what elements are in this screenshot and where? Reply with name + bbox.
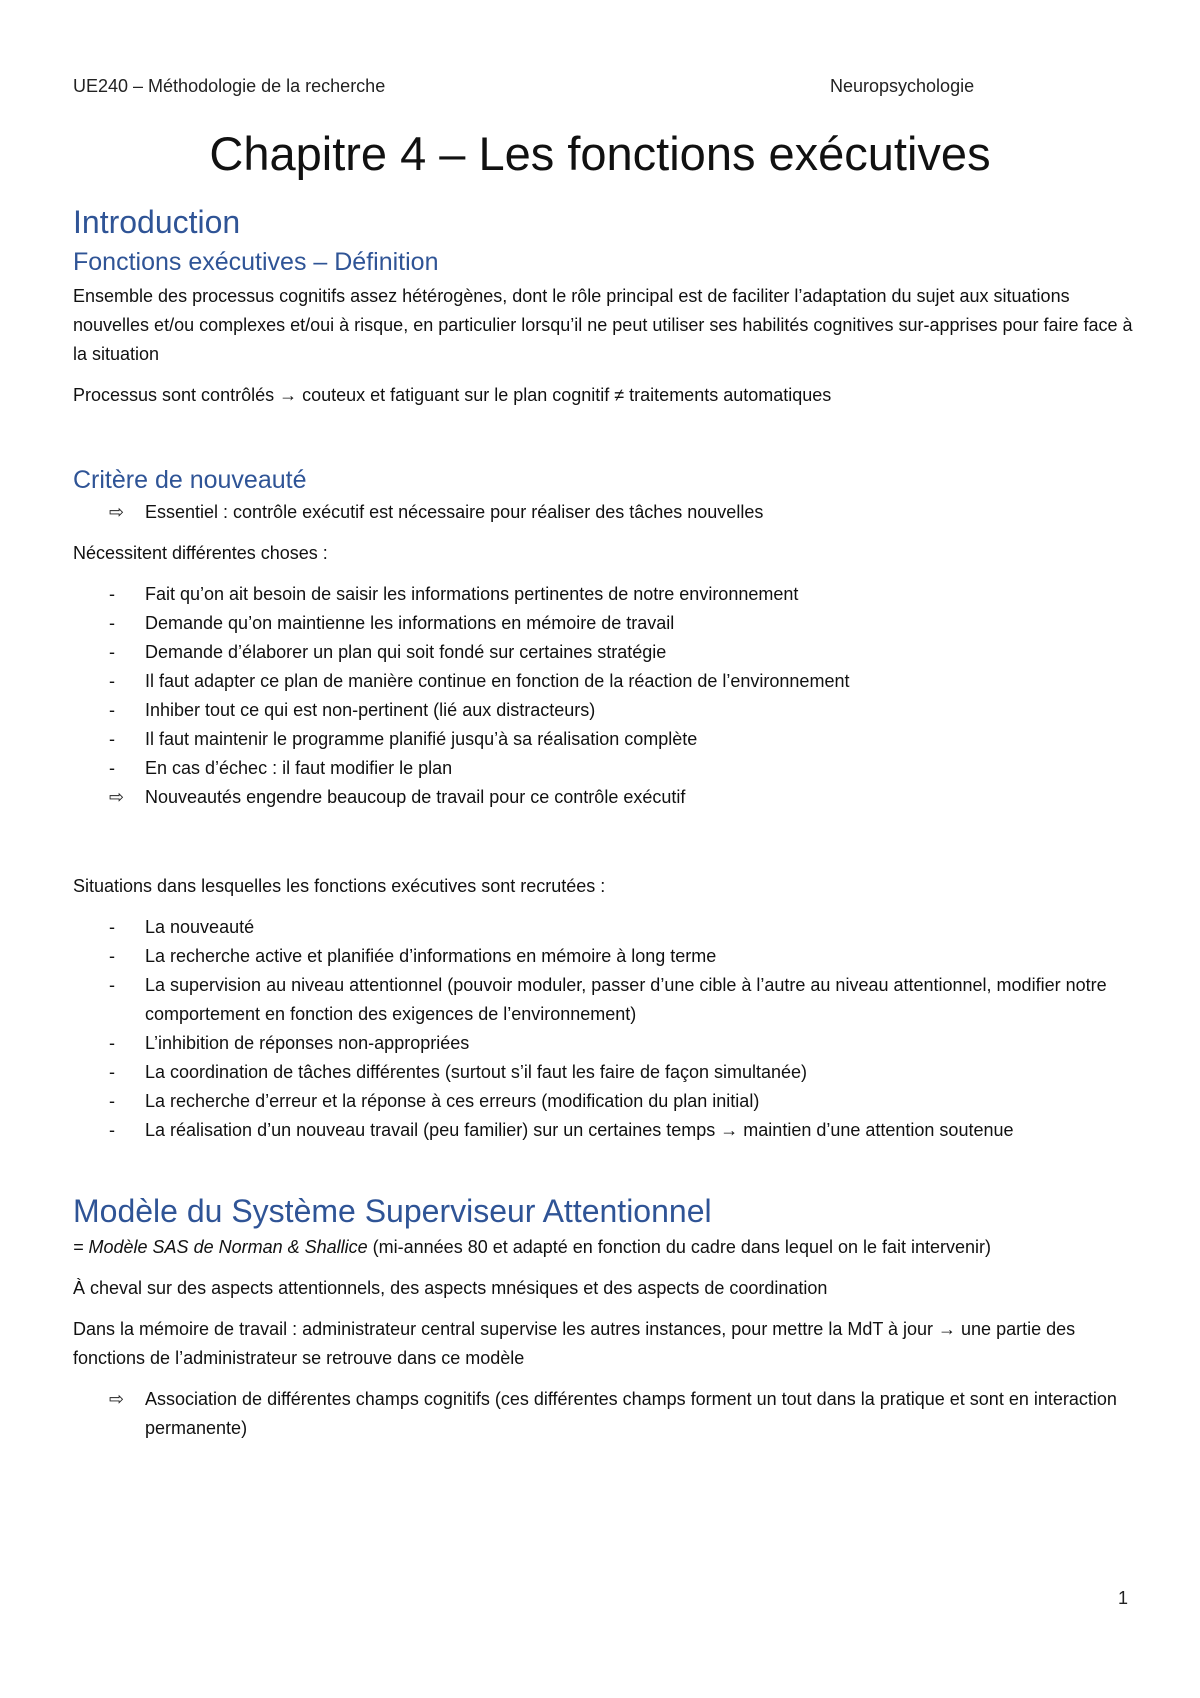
list-item (73, 696, 1138, 725)
dash-bullet: - (109, 1120, 115, 1140)
sas-model-name: = Modèle SAS de Norman & Shallice (73, 1237, 368, 1257)
dash-bullet: - (109, 1091, 115, 1111)
list-item (73, 609, 1138, 638)
list-item (73, 638, 1138, 667)
paragraph-situations: Situations dans lesquelles les fonctions exécutives sont recrutées : (73, 876, 606, 896)
paragraph-necessitent: Nécessitent différentes choses : (73, 543, 328, 563)
list-item-text: La recherche active et planifiée d’informations en mémoire à long terme (145, 946, 717, 966)
document-body (73, 200, 1138, 1443)
page-title: Chapitre 4 – Les fonctions exécutives (209, 127, 991, 180)
list-item-text: La recherche d’erreur et la réponse à ces erreurs (modification du plan initial) (145, 1091, 760, 1111)
list-item (73, 754, 1138, 783)
list-item (73, 498, 1138, 527)
dash-list-necessitent (73, 580, 1138, 812)
list-item-text: Il faut maintenir le programme planifié jusqu’à sa réalisation complète (145, 729, 698, 749)
heading-sas: Modèle du Système Superviseur Attentionnel (73, 1193, 712, 1229)
list-item (73, 1029, 1138, 1058)
list-item-text: Nouveautés engendre beaucoup de travail pour ce contrôle exécutif (145, 787, 686, 807)
paragraph-sas-aspects: À cheval sur des aspects attentionnels, des aspects mnésiques et des aspects de coordination (73, 1278, 828, 1298)
list-item-text: Fait qu’on ait besoin de saisir les informations pertinentes de notre environnement (145, 584, 799, 604)
list-item (73, 1116, 1138, 1145)
sas-model-context: (mi-années 80 et adapté en fonction du cadre dans lequel on le fait intervenir) (367, 1237, 992, 1257)
list-item (73, 942, 1138, 971)
list-item (73, 913, 1138, 942)
list-item-text: La réalisation d’un nouveau travail (peu familier) sur un certaines temps → maintien d’une attention soutenue (145, 1120, 1014, 1140)
list-item (73, 1087, 1138, 1116)
paragraph-sas-mdt: Dans la mémoire de travail : administrateur central supervise les autres instances, pour mettre la MdT à jour → une partie des fonctions de l’administrateur se retrouve dans ce modèle (73, 1319, 1076, 1368)
list-item-text: En cas d’échec : il faut modifier le plan (145, 758, 453, 778)
dash-bullet: - (109, 671, 115, 691)
header-subject: Neuropsychologie (830, 76, 975, 96)
dash-bullet: - (109, 642, 115, 662)
list-item-text: Essentiel : contrôle exécutif est nécessaire pour réaliser des tâches nouvelles (145, 502, 764, 522)
list-item (73, 783, 1138, 812)
list-item (73, 667, 1138, 696)
list-item (73, 725, 1138, 754)
dash-bullet: - (109, 700, 115, 720)
list-item-text: Il faut adapter ce plan de manière continue en fonction de la réaction de l’environnement (145, 671, 850, 691)
list-item-text: La coordination de tâches différentes (surtout s’il faut les faire de façon simultanée) (145, 1062, 808, 1082)
list-item-text: Demande d’élaborer un plan qui soit fondé sur certaines stratégie (145, 642, 667, 662)
heading-introduction: Introduction (73, 204, 241, 240)
dash-list-situations (73, 913, 1138, 1145)
arrow-list-sas (73, 1385, 1138, 1443)
dash-bullet: - (109, 1062, 115, 1082)
list-item (73, 1058, 1138, 1087)
list-item-text: Association de différentes champs cognitifs (ces différentes champs forment un tout dans la pratique et sont en interaction permanente) (145, 1389, 1117, 1438)
list-item-text: La nouveauté (145, 917, 255, 937)
dash-bullet: - (109, 729, 115, 749)
dash-bullet: - (109, 1033, 115, 1053)
heading-critere: Critère de nouveauté (73, 466, 307, 494)
dash-bullet: - (109, 758, 115, 778)
list-item-text: La supervision au niveau attentionnel (pouvoir moduler, passer d’une cible à l’autre au niveau attentionnel, modifier notre comportement en fonction des exigences de l’environnement) (145, 975, 1107, 1024)
list-item-text: Demande qu’on maintienne les informations en mémoire de travail (145, 613, 675, 633)
list-item (73, 580, 1138, 609)
list-item-text: L’inhibition de réponses non-appropriées (145, 1033, 470, 1053)
page-number: 1 (1118, 1588, 1129, 1608)
heading-definition: Fonctions exécutives – Définition (73, 248, 439, 276)
dash-bullet: - (109, 917, 115, 937)
paragraph-definition: Ensemble des processus cognitifs assez hétérogènes, dont le rôle principal est de faciliter l’adaptation du sujet aux situations nouvelles et/ou complexes et/oui à risque, en particulier lorsqu’il ne peut utiliser ses habilités cognitives sur-apprises pour faire face à la situation (73, 286, 1133, 364)
dash-bullet: - (109, 975, 115, 995)
header-course: UE240 – Méthodologie de la recherche (73, 76, 386, 96)
list-item (73, 971, 1138, 1029)
paragraph-processus: Processus sont contrôlés → couteux et fatiguant sur le plan cognitif ≠ traitements automatiques (73, 385, 832, 405)
dash-bullet: - (109, 946, 115, 966)
arrow-list (73, 498, 1138, 527)
arrow-icon: ⇨ (109, 1389, 125, 1409)
arrow-icon: ⇨ (109, 787, 125, 807)
list-item-text: Inhiber tout ce qui est non-pertinent (lié aux distracteurs) (145, 700, 596, 720)
paragraph-sas-definition (73, 1233, 1138, 1262)
page-header (73, 76, 1133, 100)
dash-bullet: - (109, 584, 115, 604)
list-item (73, 1385, 1138, 1443)
dash-bullet: - (109, 613, 115, 633)
arrow-icon: ⇨ (109, 502, 125, 522)
